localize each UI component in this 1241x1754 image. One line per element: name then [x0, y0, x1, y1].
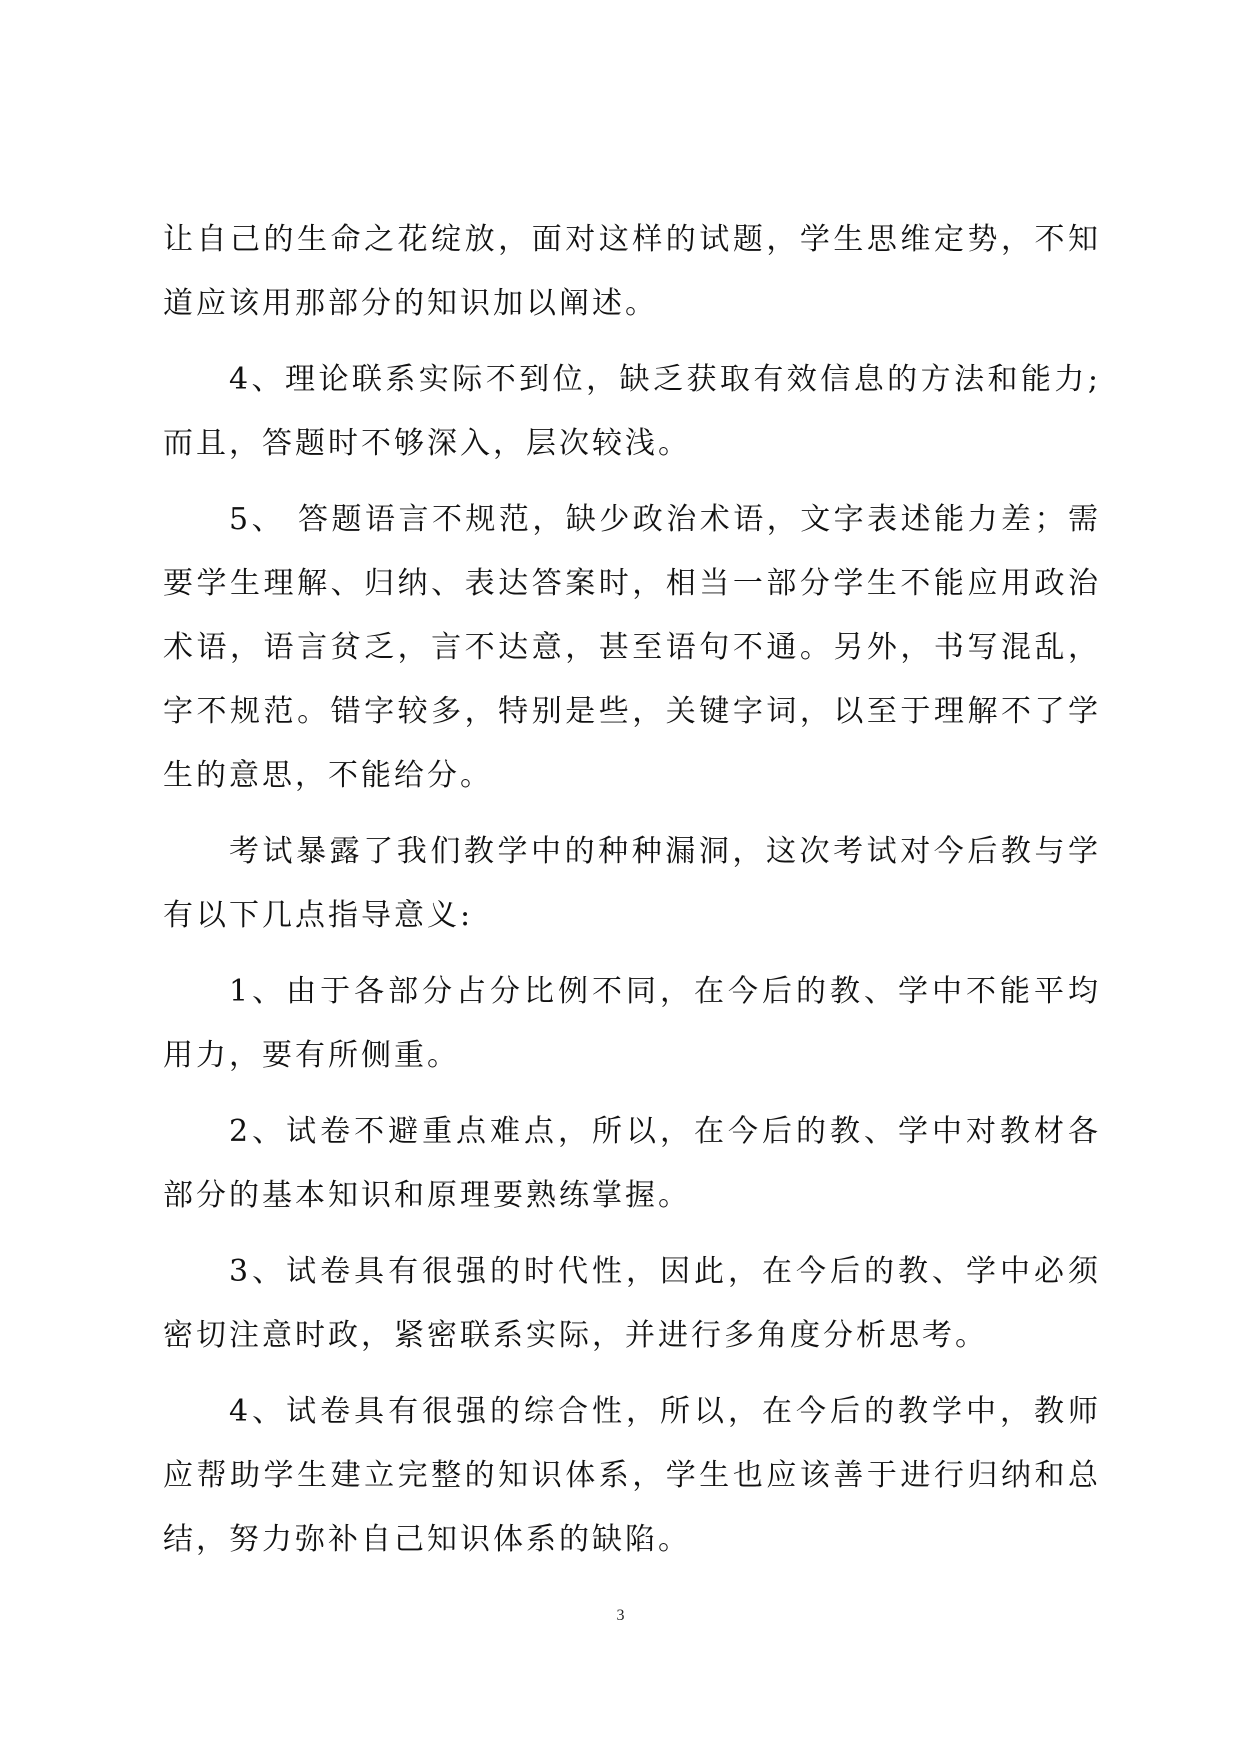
paragraph-guidance-1: 1、由于各部分占分比例不同，在今后的教、学中不能平均用力，要有所侧重。	[163, 974, 1101, 1073]
paragraph-point-4-theory: 4、理论联系实际不到位，缺乏获取有效信息的方法和能力; 而且，答题时不够深入，层次较浅。	[163, 362, 1101, 461]
paragraph-guidance-intro: 考试暴露了我们教学中的种种漏洞，这次考试对今后教与学有以下几点指导意义:	[163, 834, 1101, 933]
paragraph-continuation: 让自己的生命之花绽放，面对这样的试题，学生思维定势，不知道应该用那部分的知识加以阐述。	[163, 222, 1101, 321]
paragraph-guidance-3: 3、试卷具有很强的时代性，因此，在今后的教、学中必须密切注意时政，紧密联系实际，并进行多角度分析思考。	[163, 1254, 1101, 1353]
paragraph-point-5-language: 5、 答题语言不规范，缺少政治术语，文字表述能力差；需要学生理解、归纳、表达答案时，相当一部分学生不能应用政治术语，语言贫乏，言不达意，甚至语句不通。另外，书写混乱，字不规范。错字较多，特别是些，关键字词，以至于理解不了学生的意思，不能给分。	[163, 502, 1101, 793]
paragraph-guidance-2: 2、试卷不避重点难点，所以，在今后的教、学中对教材各部分的基本知识和原理要熟练掌握。	[163, 1114, 1101, 1213]
paragraph-guidance-4: 4、试卷具有很强的综合性，所以，在今后的教学中，教师应帮助学生建立完整的知识体系，学生也应该善于进行归纳和总结，努力弥补自己知识体系的缺陷。	[163, 1394, 1101, 1557]
document-body	[163, 208, 1101, 1584]
page-number: 3	[616, 1607, 625, 1624]
